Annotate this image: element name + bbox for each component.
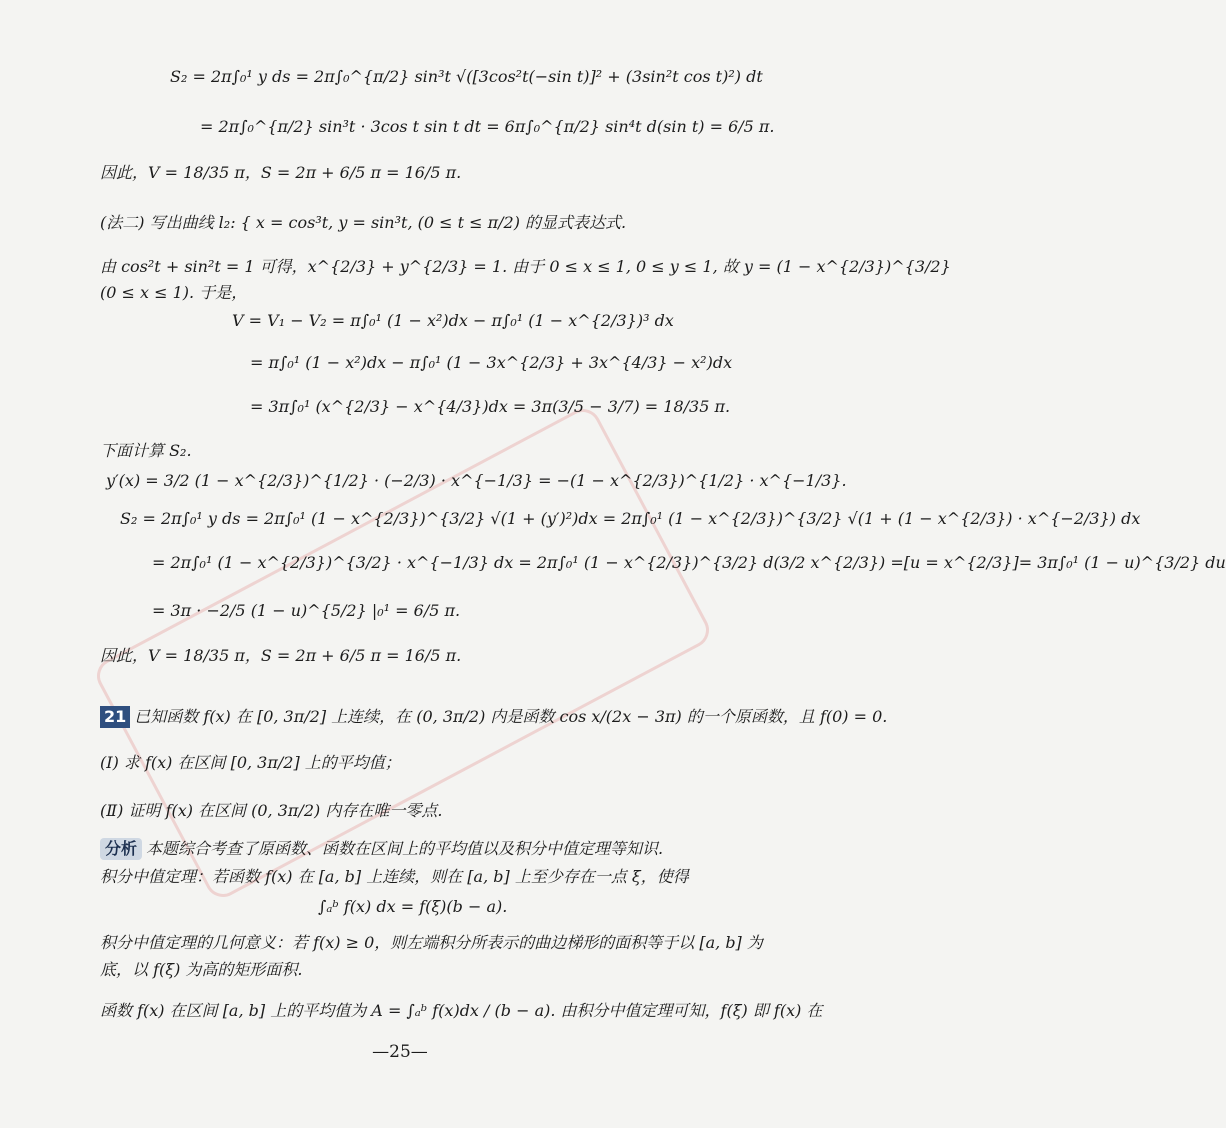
text-line bbox=[100, 1000, 822, 1022]
line-text: y′(x) = 3/2 (1 − x^{2/3})^{1/2} · (−2/3) · x^{−1/3} = −(1 − x^{2/3})^{1/2} · x^{−1/3}. bbox=[106, 471, 847, 490]
text-line bbox=[318, 896, 507, 918]
text-line bbox=[100, 800, 442, 822]
text-line bbox=[250, 352, 732, 374]
text-line bbox=[152, 552, 1226, 574]
line-text: (法二) 写出曲线 l₂: { x = cos³t, y = sin³t, (0 ≤ t ≤ π/2) 的显式表达式. bbox=[100, 213, 627, 232]
line-text: (0 ≤ x ≤ 1). 于是， bbox=[100, 283, 248, 302]
text-line bbox=[100, 838, 663, 860]
text-line bbox=[100, 706, 887, 728]
question-number: 21 bbox=[100, 706, 130, 728]
line-text: (Ⅰ) 求 f(x) 在区间 [0, 3π/2] 上的平均值； bbox=[100, 753, 401, 772]
text-line bbox=[100, 256, 951, 278]
line-text: = π∫₀¹ (1 − x²)dx − π∫₀¹ (1 − 3x^{2/3} + 3x^{4/3} − x²)dx bbox=[250, 353, 733, 372]
line-text: 底，以 f(ξ) 为高的矩形面积. bbox=[100, 960, 303, 979]
text-line bbox=[100, 645, 461, 667]
text-line bbox=[100, 959, 302, 981]
text-line bbox=[100, 752, 401, 774]
text-line bbox=[100, 932, 763, 954]
line-text: 由 cos²t + sin²t = 1 可得，x^{2/3} + y^{2/3} = 1. 由于 0 ≤ x ≤ 1, 0 ≤ y ≤ 1, 故 y = (1 − x^{2/3})^{3/2} bbox=[100, 257, 951, 276]
line-text: 因此，V = 18/35 π，S = 2π + 6/5 π = 16/5 π. bbox=[100, 646, 462, 665]
text-line bbox=[200, 116, 775, 138]
text-line bbox=[106, 470, 847, 492]
text-line bbox=[152, 600, 460, 622]
line-text: 本题综合考查了原函数、函数在区间上的平均值以及积分中值定理等知识. bbox=[146, 839, 664, 858]
text-line bbox=[100, 440, 192, 462]
line-text: ∫ₐᵇ f(x) dx = f(ξ)(b − a). bbox=[318, 897, 508, 916]
line-text: V = V₁ − V₂ = π∫₀¹ (1 − x²)dx − π∫₀¹ (1 − x^{2/3})³ dx bbox=[232, 311, 674, 330]
line-text: = 3π · −2/5 (1 − u)^{5/2} |₀¹ = 6/5 π. bbox=[152, 601, 461, 620]
text-line bbox=[100, 282, 247, 304]
text-line bbox=[250, 396, 730, 418]
text-line bbox=[100, 866, 689, 888]
line-text: 积分中值定理的几何意义：若 f(x) ≥ 0，则左端积分所表示的曲边梯形的面积等于以 [a, b] 为 bbox=[100, 933, 763, 952]
line-text: 已知函数 f(x) 在 [0, 3π/2] 上连续，在 (0, 3π/2) 内是函数 cos x/(2x − 3π) 的一个原函数，且 f(0) = 0. bbox=[134, 707, 888, 726]
line-text: (Ⅱ) 证明 f(x) 在区间 (0, 3π/2) 内存在唯一零点. bbox=[100, 801, 443, 820]
text-line bbox=[170, 66, 763, 88]
text-line bbox=[100, 212, 626, 234]
line-text: = 2π∫₀^{π/2} sin³t · 3cos t sin t dt = 6π∫₀^{π/2} sin⁴t d(sin t) = 6/5 π. bbox=[200, 117, 775, 136]
line-text: 下面计算 S₂. bbox=[100, 441, 192, 460]
analysis-label: 分析 bbox=[100, 838, 142, 860]
line-text: S₂ = 2π∫₀¹ y ds = 2π∫₀¹ (1 − x^{2/3})^{3/2} √(1 + (y′)²)dx = 2π∫₀¹ (1 − x^{2/3})^{3/2} √(1 + (1 − x^{2/3}) · x^{−2/3}) dx bbox=[120, 509, 1141, 528]
line-text: 积分中值定理：若函数 f(x) 在 [a, b] 上连续，则在 [a, b] 上至少存在一点 ξ，使得 bbox=[100, 867, 689, 886]
line-text: S₂ = 2π∫₀¹ y ds = 2π∫₀^{π/2} sin³t √([3cos²t(−sin t)]² + (3sin²t cos t)²) dt bbox=[170, 67, 763, 86]
line-text: = 2π∫₀¹ (1 − x^{2/3})^{3/2} · x^{−1/3} dx = 2π∫₀¹ (1 − x^{2/3})^{3/2} d(3/2 x^{2/3}) =[u = x^{2/3}]= 3π∫₀¹ (1 − u)^{3/2} du bbox=[152, 553, 1226, 572]
line-text: 函数 f(x) 在区间 [a, b] 上的平均值为 A = ∫ₐᵇ f(x)dx / (b − a). 由积分中值定理可知，f(ξ) 即 f(x) 在 bbox=[100, 1001, 823, 1020]
text-line bbox=[232, 310, 674, 332]
text-line bbox=[120, 508, 1140, 530]
page-number: —25— bbox=[372, 1042, 428, 1062]
line-text: = 3π∫₀¹ (x^{2/3} − x^{4/3})dx = 3π(3/5 − 3/7) = 18/35 π. bbox=[250, 397, 731, 416]
line-text: 因此，V = 18/35 π，S = 2π + 6/5 π = 16/5 π. bbox=[100, 163, 462, 182]
text-line bbox=[100, 162, 461, 184]
